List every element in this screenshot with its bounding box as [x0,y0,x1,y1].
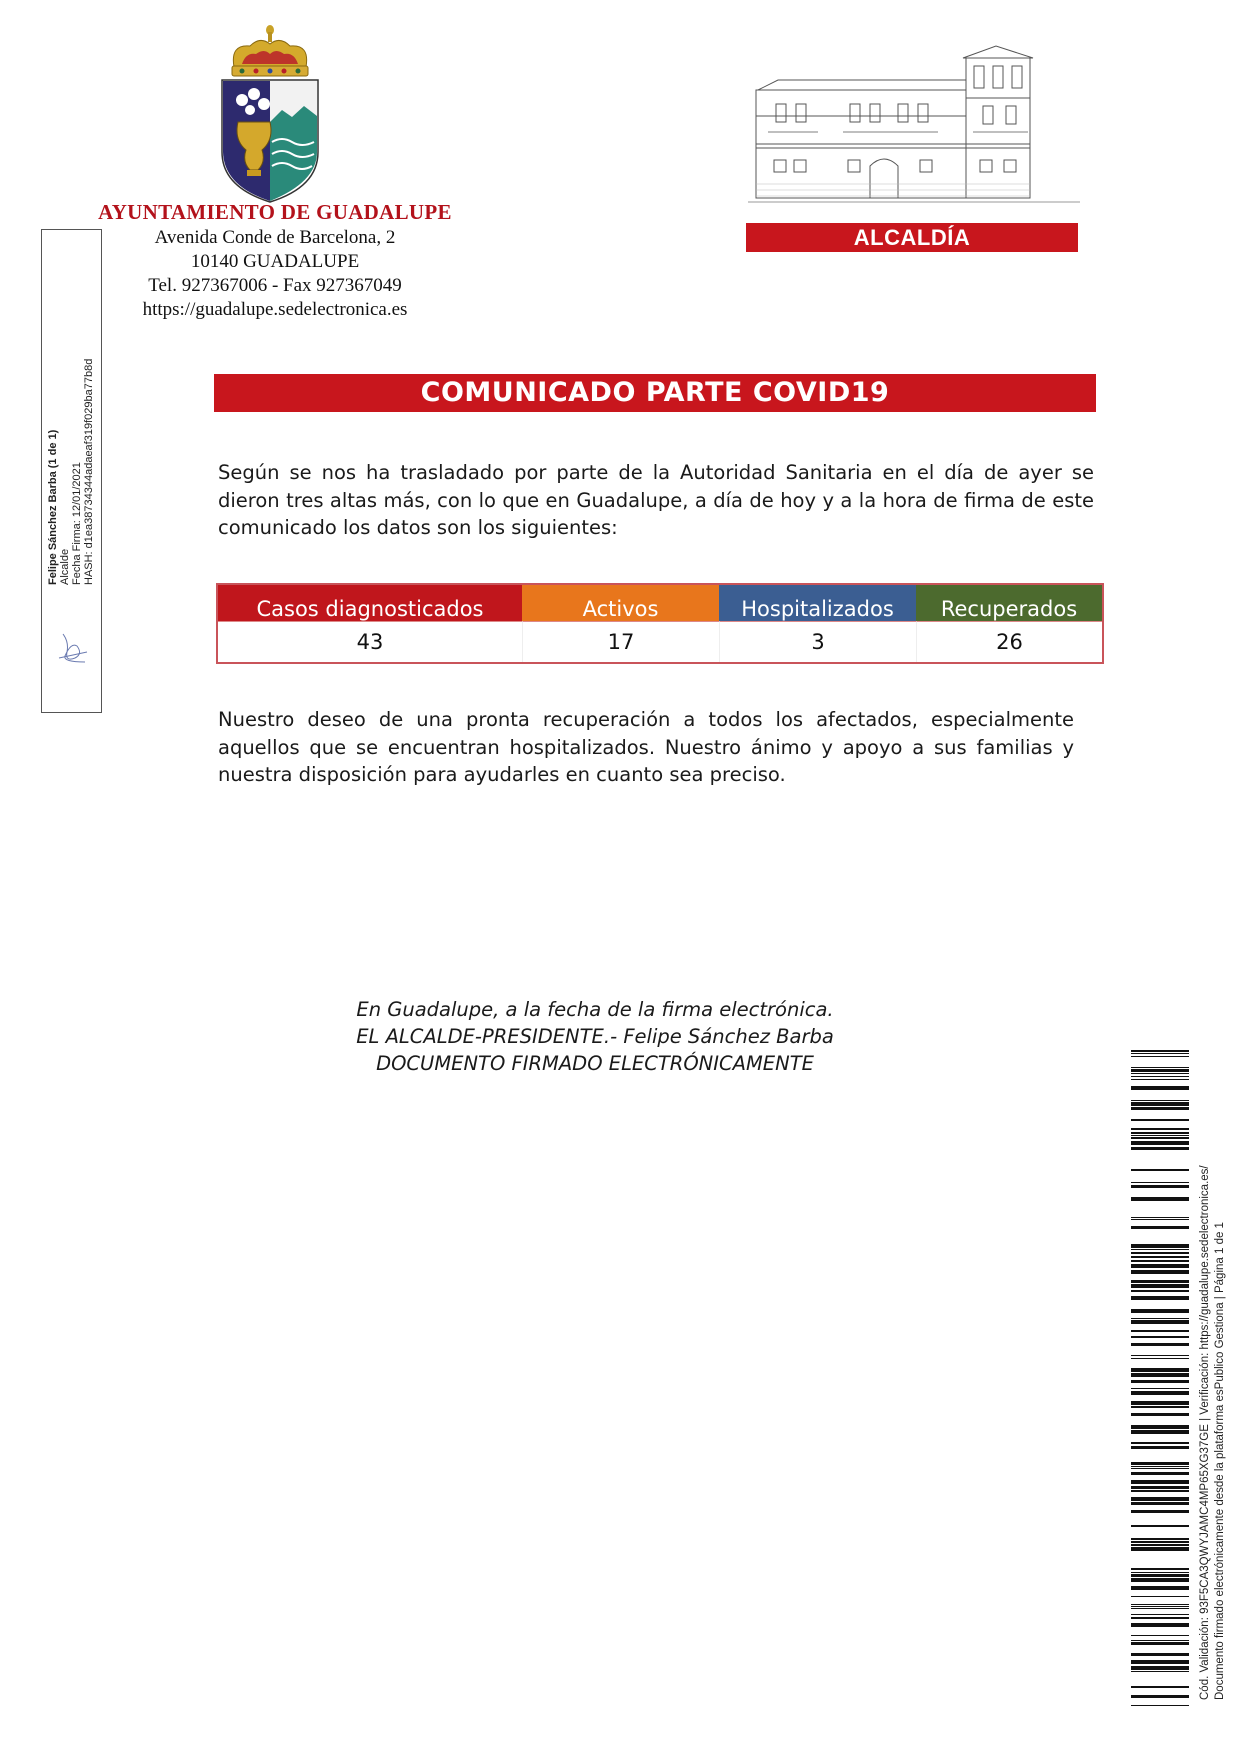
barcode-bar [1131,1695,1189,1698]
barcode-bar [1131,1260,1189,1262]
barcode-bar [1131,1102,1189,1106]
barcode-bar [1131,1388,1189,1389]
barcode-bar [1131,1525,1189,1527]
barcode-bar [1131,1547,1189,1551]
barcode-bar [1131,1073,1189,1074]
barcode-bar [1131,1510,1189,1513]
barcode-bar [1131,1486,1189,1489]
barcode-bar [1131,1219,1189,1220]
barcode-bar [1131,1572,1189,1573]
barcode-bar [1131,1541,1189,1543]
barcode-bar [1131,1666,1189,1670]
barcode-bar [1131,1169,1189,1171]
barcode-bar [1131,1132,1189,1134]
barcode-bar [1131,1320,1189,1324]
barcode-bar [1131,1079,1189,1080]
barcode-bar [1131,1309,1189,1313]
barcode-bar [1131,1067,1189,1068]
barcode-bar [1131,1502,1189,1505]
signature-notice: DOCUMENTO FIRMADO ELECTRÓNICAMENTE [376,1052,814,1075]
barcode-bar [1131,1226,1189,1229]
page-title: COMUNICADO PARTE COVID19 [214,374,1096,412]
barcode-bar [1131,1614,1189,1615]
department-label: ALCALDÍA [746,223,1078,252]
barcode-bar [1131,1468,1189,1469]
signer-name: Felipe Sánchez Barba (1 de 1) [47,429,59,585]
barcode-bar [1131,1336,1189,1338]
barcode-bar [1131,1100,1189,1101]
barcode-bar [1131,1185,1189,1188]
barcode-bar [1131,1660,1189,1664]
barcode-bar [1131,1249,1189,1250]
barcode-bar [1131,1280,1189,1283]
barcode-bar [1131,1270,1189,1274]
barcode-bar [1131,1119,1189,1121]
intro-paragraph: Según se nos ha trasladado por parte de la Autoridad Sanitaria en el día de ayer se dieron tres altas más, con lo que en Guadalupe, a día de hoy y a la hora de firma de este comunicado los datos son los siguientes: [218,461,1094,539]
stat-column-diagnosed [218,585,522,662]
barcode-bar [1131,1069,1189,1072]
barcode-bar [1131,1128,1189,1130]
stat-column-recovered [916,585,1102,662]
validation-code-line: Cód. Validación: 93F5CA3QWYJAMC4MP65XG37GE | Verificación: https://guadalupe.sedelectronica.es/ [1199,1165,1211,1700]
barcode-bar [1131,1050,1189,1052]
barcode-bar [1131,1653,1189,1656]
barcode-bar [1131,1343,1189,1346]
barcode-bar [1131,1137,1189,1139]
table-value-cell: 17 [522,621,719,662]
barcode-bar [1131,1296,1189,1300]
barcode-bar [1131,1544,1189,1546]
barcode-bar [1131,1490,1189,1492]
barcode-bar [1131,1446,1189,1449]
barcode-bar [1131,1290,1189,1292]
barcode-bar [1131,1056,1189,1057]
signature-place-date: En Guadalupe, a la fecha de la firma electrónica. [356,998,834,1021]
barcode-bar [1131,1568,1189,1570]
barcode-bar [1131,1373,1189,1377]
platform-line: Documento firmado electrónicamente desde la plataforma esPublico Gestiona | Página 1 de 1 [1214,1222,1226,1700]
barcode-bar [1131,1252,1189,1254]
stat-column-active [522,585,719,662]
table-value-cell: 43 [218,621,522,662]
barcode-bar [1131,1256,1189,1258]
stat-column-hospitalized [719,585,916,662]
barcode-bar [1131,1617,1189,1619]
barcode-bar [1131,1586,1189,1590]
barcode-bar [1131,1368,1189,1372]
table-value-cell: 26 [916,621,1102,662]
barcode-bar [1131,1264,1189,1268]
barcode-bar [1131,1538,1189,1540]
barcode-bar [1131,1182,1189,1183]
website-link[interactable]: https://guadalupe.sedelectronica.es [142,299,408,320]
signature-metadata [47,315,97,585]
barcode-bar [1131,1608,1189,1609]
barcode-bar [1131,1217,1189,1218]
barcode-bar [1131,1330,1189,1332]
signer-role: Alcalde [59,548,71,585]
closing-paragraph: Nuestro deseo de una pronta recuperación a todos los afectados, especialmente aquellos que se encuentran hospitalizados. Nuestro ánimo y apoyo a sus familias y nuestra disposición para ayudarles en cuanto sea preciso. [218,708,1074,786]
barcode-bar [1131,1596,1189,1597]
municipal-crest-logo [220,22,320,204]
barcode-bar [1131,1355,1189,1356]
barcode-bar [1131,1462,1189,1465]
barcode-bar [1131,1623,1189,1627]
barcode-bar [1131,1135,1189,1136]
barcode-bar [1131,1076,1189,1077]
barcode-bar [1131,1244,1189,1248]
barcode-bar [1131,1284,1189,1288]
handwritten-signature-mark [55,628,91,668]
barcode-bar [1131,1413,1189,1416]
table-header-cell: Casos diagnosticados [218,585,522,621]
barcode-bar [1131,1480,1189,1484]
barcode-bar [1131,1705,1189,1706]
barcode-bar [1131,1053,1189,1054]
barcode-bar [1131,1578,1189,1582]
barcode-bar [1131,1635,1189,1636]
barcode-bar [1131,1107,1189,1110]
table-value-cell: 3 [719,621,916,662]
barcode-bar [1131,1642,1189,1645]
barcode-bar [1131,1466,1189,1467]
barcode-bar [1131,1671,1189,1672]
barcode-bar [1131,1442,1189,1444]
barcode-bar [1131,1197,1189,1201]
validation-text [1198,1100,1234,1700]
barcode-bar [1131,1406,1189,1408]
phone-fax-line: Tel. 927367006 - Fax 927367049 [148,275,402,296]
barcode-bar [1131,1497,1189,1501]
barcode-bar [1131,1604,1189,1605]
table-header-cell: Activos [522,585,719,621]
signature-mayor: EL ALCALDE-PRESIDENTE.- Felipe Sánchez Barba [356,1025,834,1048]
barcode-bar [1131,1358,1189,1359]
signature-hash: HASH: d1ea387343​44adaeaf319f029ba77b8d [83,358,95,585]
table-header-cell: Hospitalizados [719,585,916,621]
barcode-bar [1131,1472,1189,1475]
barcode-bar [1131,1141,1189,1145]
barcode-bar [1131,1318,1189,1319]
postal-line: 10140 GUADALUPE [190,251,360,272]
table-header-cell: Recuperados [916,585,1102,621]
barcode-bar [1131,1147,1189,1150]
barcode-bar [1131,1425,1189,1429]
barcode-bar [1131,1380,1189,1383]
barcode-bar [1131,1391,1189,1395]
organization-name: AYUNTAMIENTO DE GUADALUPE [98,200,452,224]
barcode-bar [1131,1430,1189,1434]
barcode-bar [1131,1606,1189,1607]
covid-stats-table [216,583,1104,664]
barcode-bar [1131,1401,1189,1405]
barcode-bar [1131,1086,1189,1090]
barcode-bar [1131,1574,1189,1577]
barcode-bar [1131,1686,1189,1688]
signature-date: Fecha Firma: 12/01/2021 [71,462,83,585]
town-hall-building-illustration [748,44,1080,204]
address-line: Avenida Conde de Barcelona, 2 [154,227,396,248]
barcode-bar [1131,1640,1189,1641]
barcode-image [1131,1050,1189,1706]
